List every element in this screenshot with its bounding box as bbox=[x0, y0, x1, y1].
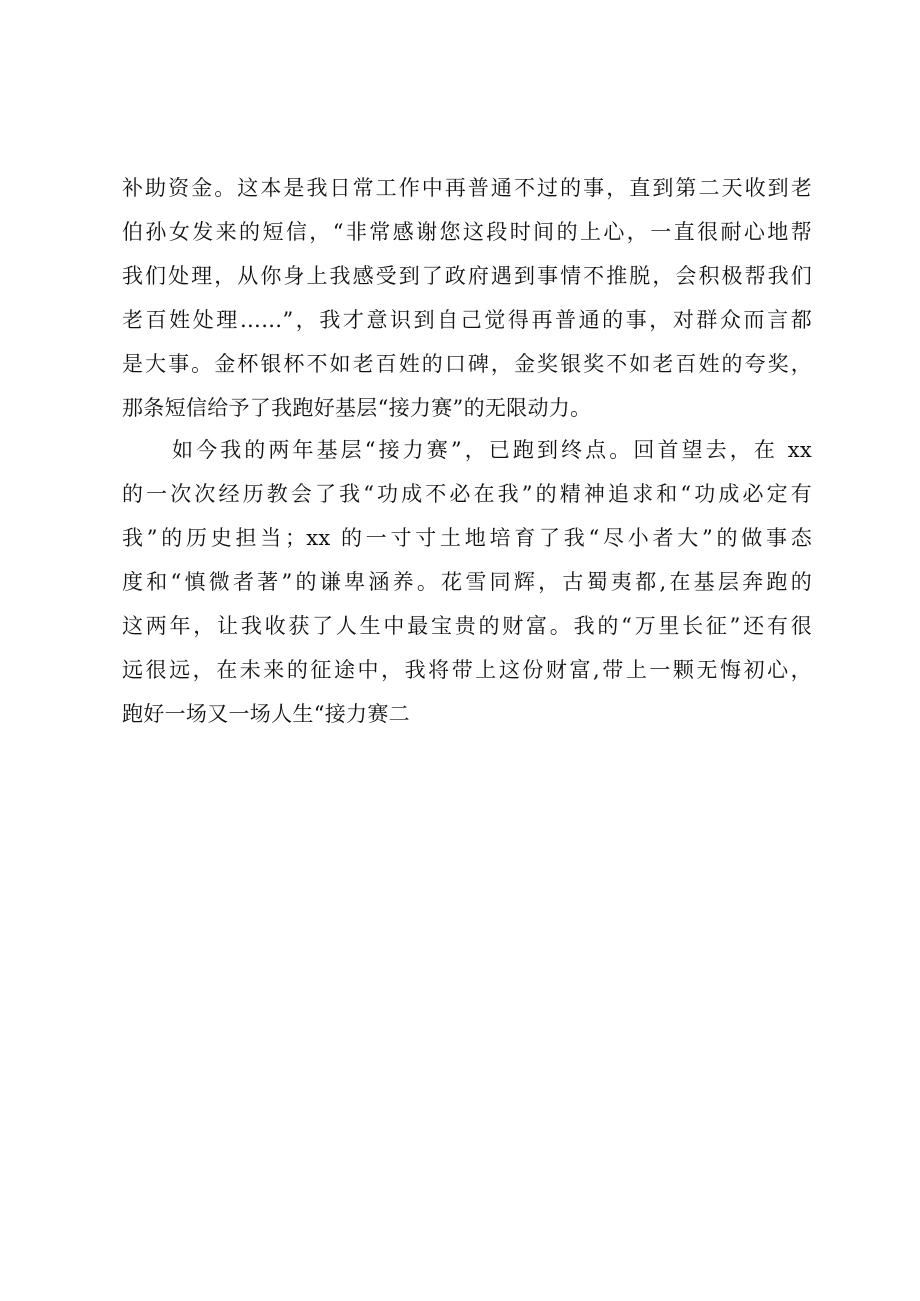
text-line: 跑好一场又一场人生“接力赛二 bbox=[122, 702, 410, 726]
text-line: 这两年，让我收获了人生中最宝贵的财富。我的“万里长征”还有很 bbox=[122, 614, 812, 638]
paragraph-2 bbox=[122, 428, 812, 736]
text-line: 远很远，在未来的征途中，我将带上这份财富,带上一颗无悔初心， bbox=[122, 658, 812, 682]
text-line: 伯孙女发来的短信，“非常感谢您这段时间的上心，一直很耐心地帮 bbox=[122, 220, 812, 244]
text-line: 我们处理，从你身上我感受到了政府遇到事情不推脱，会积极帮我们 bbox=[122, 264, 812, 288]
text-line: 如今我的两年基层“接力赛”，已跑到终点。回首望去，在 xx bbox=[172, 438, 812, 462]
text-line: 老百姓处理……”，我才意识到自己觉得再普通的事，对群众而言都 bbox=[122, 308, 812, 332]
text-line: 那条短信给予了我跑好基层“接力赛”的无限动力。 bbox=[122, 396, 592, 420]
paragraph-1 bbox=[122, 166, 812, 430]
text-line: 我”的历史担当；xx 的一寸寸土地培育了我“尽小者大”的做事态 bbox=[122, 526, 812, 550]
text-line: 是大事。金杯银杯不如老百姓的口碑，金奖银奖不如老百姓的夸奖， bbox=[122, 352, 812, 376]
text-line: 补助资金。这本是我日常工作中再普通不过的事，直到第二天收到老 bbox=[122, 176, 812, 200]
text-line: 度和“慎微者著”的谦卑涵养。花雪同辉，古蜀夷都,在基层奔跑的 bbox=[122, 570, 812, 594]
text-line: 的一次次经历教会了我“功成不必在我”的精神追求和“功成必定有 bbox=[122, 482, 812, 506]
